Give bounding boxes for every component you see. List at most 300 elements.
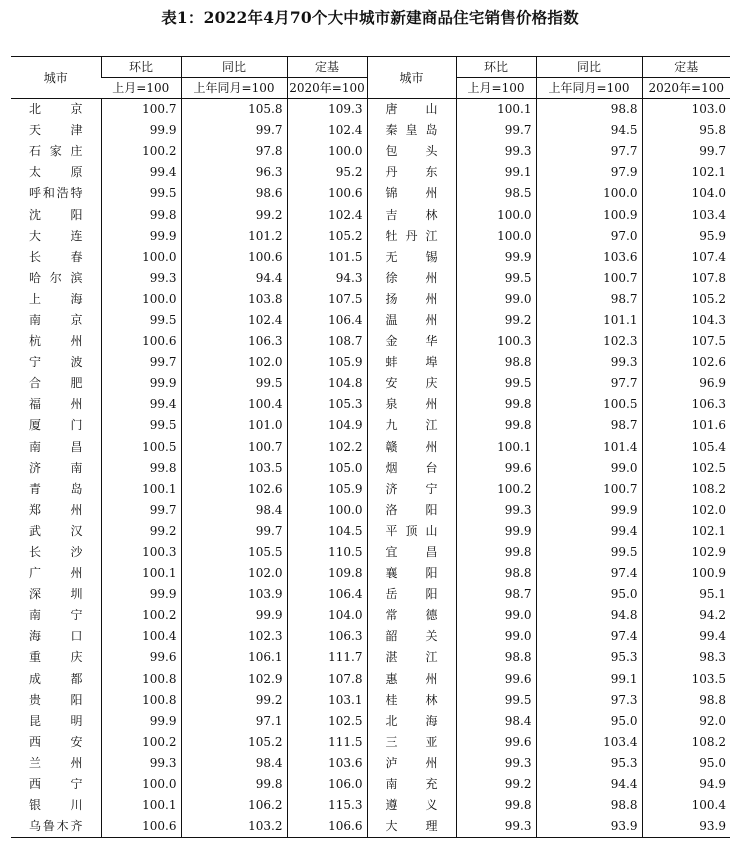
- mom-value-left: 99.4: [101, 162, 181, 183]
- mom-value-left: 100.6: [101, 816, 181, 838]
- fixed-value-left: 102.2: [287, 437, 367, 458]
- yoy-value-right: 103.6: [536, 247, 642, 268]
- mom-value-left: 99.7: [101, 352, 181, 373]
- city-name-left: 南昌: [29, 439, 83, 454]
- city-name-left: 长沙: [29, 545, 83, 560]
- table-row: [11, 437, 730, 458]
- city-name-left: 沈阳: [29, 207, 83, 222]
- mom-value-right: 99.8: [456, 394, 536, 415]
- mom-value-right: 99.5: [456, 690, 536, 711]
- table-row: [11, 415, 730, 436]
- table-row: [11, 373, 730, 394]
- header-fixed-left: 定基: [287, 57, 367, 78]
- fixed-value-left: 106.6: [287, 816, 367, 838]
- mom-value-right: 99.0: [456, 289, 536, 310]
- mom-value-left: 99.3: [101, 268, 181, 289]
- fixed-value-left: 108.7: [287, 331, 367, 352]
- fixed-value-right: 95.1: [642, 584, 730, 605]
- yoy-value-left: 105.8: [181, 99, 287, 121]
- mom-value-right: 100.0: [456, 204, 536, 225]
- city-name-left: 成都: [29, 671, 83, 686]
- mom-value-left: 99.9: [101, 373, 181, 394]
- city-name-left: 济南: [29, 460, 83, 475]
- city-name-right: 桂林: [367, 690, 456, 711]
- yoy-value-right: 94.4: [536, 774, 642, 795]
- mom-value-left: 100.8: [101, 690, 181, 711]
- table-row: [11, 99, 730, 121]
- city-name-left: 长春: [29, 249, 83, 264]
- mom-value-right: 100.0: [456, 226, 536, 247]
- fixed-value-right: 104.3: [642, 310, 730, 331]
- city-name-right: 平顶山: [367, 521, 456, 542]
- fixed-value-left: 102.5: [287, 711, 367, 732]
- city-name-right: 宜昌: [367, 542, 456, 563]
- fixed-value-right: 104.0: [642, 183, 730, 204]
- table-row: [11, 669, 730, 690]
- fixed-value-left: 106.4: [287, 584, 367, 605]
- table-row: [11, 647, 730, 668]
- yoy-value-left: 106.2: [181, 795, 287, 816]
- fixed-value-right: 102.9: [642, 542, 730, 563]
- mom-value-right: 99.5: [456, 373, 536, 394]
- mom-value-right: 99.3: [456, 753, 536, 774]
- fixed-value-right: 105.4: [642, 437, 730, 458]
- yoy-value-left: 101.0: [181, 415, 287, 436]
- yoy-value-right: 93.9: [536, 816, 642, 838]
- fixed-value-left: 102.4: [287, 120, 367, 141]
- yoy-value-left: 103.8: [181, 289, 287, 310]
- table-row: [11, 795, 730, 816]
- yoy-value-left: 99.2: [181, 690, 287, 711]
- fixed-value-left: 105.0: [287, 458, 367, 479]
- fixed-value-right: 103.4: [642, 204, 730, 225]
- header-yoy-right: 同比: [536, 57, 642, 78]
- city-name-right: 包头: [367, 141, 456, 162]
- city-name-right: 泉州: [367, 394, 456, 415]
- price-index-table: [11, 56, 730, 838]
- fixed-value-left: 111.5: [287, 732, 367, 753]
- fixed-value-right: 102.0: [642, 500, 730, 521]
- city-name-left: 哈尔滨: [29, 270, 83, 285]
- mom-value-left: 100.6: [101, 331, 181, 352]
- mom-value-right: 100.1: [456, 99, 536, 121]
- city-name-left: 西安: [29, 734, 83, 749]
- mom-value-left: 100.5: [101, 437, 181, 458]
- mom-value-right: 98.8: [456, 647, 536, 668]
- mom-value-right: 99.6: [456, 732, 536, 753]
- city-name-left: 南京: [29, 312, 83, 327]
- city-name-right: 三亚: [367, 732, 456, 753]
- city-name-right: 济宁: [367, 479, 456, 500]
- city-name-left: 重庆: [29, 650, 83, 665]
- fixed-value-left: 106.3: [287, 626, 367, 647]
- fixed-value-left: 100.0: [287, 141, 367, 162]
- city-name-right: 丹东: [367, 162, 456, 183]
- mom-value-left: 99.5: [101, 415, 181, 436]
- city-name-right: 韶关: [367, 626, 456, 647]
- city-name-left: 兰州: [29, 755, 83, 770]
- fixed-value-right: 102.1: [642, 521, 730, 542]
- city-name-right: 烟台: [367, 458, 456, 479]
- fixed-value-right: 98.8: [642, 690, 730, 711]
- yoy-value-right: 98.8: [536, 795, 642, 816]
- mom-value-right: 99.5: [456, 268, 536, 289]
- mom-value-right: 100.3: [456, 331, 536, 352]
- mom-value-left: 100.2: [101, 605, 181, 626]
- city-name-left: 天津: [29, 123, 83, 138]
- mom-value-left: 100.1: [101, 795, 181, 816]
- mom-value-right: 99.2: [456, 310, 536, 331]
- table-row: [11, 458, 730, 479]
- yoy-value-left: 103.5: [181, 458, 287, 479]
- fixed-value-left: 115.3: [287, 795, 367, 816]
- mom-value-left: 99.7: [101, 500, 181, 521]
- city-name-left: 上海: [29, 291, 83, 306]
- mom-value-left: 100.2: [101, 732, 181, 753]
- city-name-right: 惠州: [367, 669, 456, 690]
- header-mom-base-right: 上月=100: [456, 78, 536, 99]
- mom-value-left: 99.5: [101, 183, 181, 204]
- city-name-right: 吉林: [367, 204, 456, 225]
- yoy-value-left: 102.0: [181, 563, 287, 584]
- city-name-right: 湛江: [367, 647, 456, 668]
- yoy-value-left: 102.6: [181, 479, 287, 500]
- city-name-right: 泸州: [367, 753, 456, 774]
- city-name-right: 赣州: [367, 437, 456, 458]
- fixed-value-right: 93.9: [642, 816, 730, 838]
- mom-value-right: 99.0: [456, 605, 536, 626]
- mom-value-right: 99.8: [456, 542, 536, 563]
- yoy-value-right: 97.9: [536, 162, 642, 183]
- fixed-value-left: 104.0: [287, 605, 367, 626]
- city-name-left: 广州: [29, 566, 83, 581]
- table-row: [11, 626, 730, 647]
- yoy-value-left: 96.3: [181, 162, 287, 183]
- yoy-value-right: 100.7: [536, 479, 642, 500]
- fixed-value-right: 105.2: [642, 289, 730, 310]
- city-name-right: 洛阳: [367, 500, 456, 521]
- fixed-value-left: 104.5: [287, 521, 367, 542]
- fixed-value-right: 107.8: [642, 268, 730, 289]
- fixed-value-left: 105.9: [287, 479, 367, 500]
- table-row: [11, 183, 730, 204]
- city-name-left: 郑州: [29, 502, 83, 517]
- yoy-value-right: 95.0: [536, 711, 642, 732]
- table-row: [11, 120, 730, 141]
- city-name-right: 无锡: [367, 247, 456, 268]
- header-mom-left: 环比: [101, 57, 181, 78]
- yoy-value-left: 97.8: [181, 141, 287, 162]
- yoy-value-right: 94.5: [536, 120, 642, 141]
- fixed-value-right: 101.6: [642, 415, 730, 436]
- city-name-right: 牡丹江: [367, 226, 456, 247]
- fixed-value-left: 105.3: [287, 394, 367, 415]
- mom-value-left: 100.8: [101, 669, 181, 690]
- fixed-value-right: 94.9: [642, 774, 730, 795]
- yoy-value-right: 99.9: [536, 500, 642, 521]
- fixed-value-right: 98.3: [642, 647, 730, 668]
- yoy-value-left: 106.1: [181, 647, 287, 668]
- city-name-left: 合肥: [29, 376, 83, 391]
- city-name-right: 唐山: [367, 99, 456, 121]
- yoy-value-right: 97.7: [536, 141, 642, 162]
- yoy-value-right: 102.3: [536, 331, 642, 352]
- city-name-right: 南充: [367, 774, 456, 795]
- mom-value-right: 98.4: [456, 711, 536, 732]
- yoy-value-right: 103.4: [536, 732, 642, 753]
- yoy-value-left: 100.4: [181, 394, 287, 415]
- yoy-value-left: 100.7: [181, 437, 287, 458]
- yoy-value-right: 101.1: [536, 310, 642, 331]
- yoy-value-left: 106.3: [181, 331, 287, 352]
- city-name-left: 太原: [29, 165, 83, 180]
- fixed-value-right: 107.5: [642, 331, 730, 352]
- yoy-value-left: 98.6: [181, 183, 287, 204]
- mom-value-left: 100.4: [101, 626, 181, 647]
- mom-value-left: 99.8: [101, 204, 181, 225]
- table-row: [11, 711, 730, 732]
- mom-value-right: 98.8: [456, 563, 536, 584]
- mom-value-right: 99.7: [456, 120, 536, 141]
- yoy-value-right: 98.7: [536, 289, 642, 310]
- yoy-value-left: 99.9: [181, 605, 287, 626]
- fixed-value-left: 94.3: [287, 268, 367, 289]
- mom-value-left: 100.1: [101, 563, 181, 584]
- fixed-value-left: 106.0: [287, 774, 367, 795]
- header-yoy-base-right: 上年同月=100: [536, 78, 642, 99]
- yoy-value-right: 95.0: [536, 584, 642, 605]
- city-name-left: 宁波: [29, 355, 83, 370]
- mom-value-left: 99.9: [101, 226, 181, 247]
- mom-value-right: 99.3: [456, 816, 536, 838]
- mom-value-right: 99.8: [456, 415, 536, 436]
- mom-value-left: 99.9: [101, 120, 181, 141]
- table-row: [11, 247, 730, 268]
- city-name-right: 金华: [367, 331, 456, 352]
- mom-value-right: 98.7: [456, 584, 536, 605]
- mom-value-left: 99.4: [101, 394, 181, 415]
- header-fixed-base-right: 2020年=100: [642, 78, 730, 99]
- yoy-value-left: 98.4: [181, 500, 287, 521]
- city-name-left: 厦门: [29, 418, 83, 433]
- city-name-right: 襄阳: [367, 563, 456, 584]
- yoy-value-right: 99.3: [536, 352, 642, 373]
- mom-value-right: 98.8: [456, 352, 536, 373]
- header-mom-right: 环比: [456, 57, 536, 78]
- mom-value-right: 99.6: [456, 458, 536, 479]
- header-fixed-right: 定基: [642, 57, 730, 78]
- fixed-value-right: 100.4: [642, 795, 730, 816]
- city-name-right: 常德: [367, 605, 456, 626]
- table-row: [11, 732, 730, 753]
- yoy-value-right: 97.4: [536, 626, 642, 647]
- table-body: [11, 99, 730, 838]
- yoy-value-right: 98.7: [536, 415, 642, 436]
- city-name-right: 蚌埠: [367, 352, 456, 373]
- table-row: [11, 268, 730, 289]
- mom-value-right: 99.3: [456, 141, 536, 162]
- table-row: [11, 500, 730, 521]
- city-name-left: 深圳: [29, 587, 83, 602]
- city-name-left: 大连: [29, 228, 83, 243]
- city-name-left: 北京: [29, 102, 83, 117]
- fixed-value-left: 100.0: [287, 500, 367, 521]
- yoy-value-left: 100.6: [181, 247, 287, 268]
- mom-value-left: 99.5: [101, 310, 181, 331]
- city-name-left: 福州: [29, 397, 83, 412]
- fixed-value-left: 103.1: [287, 690, 367, 711]
- fixed-value-right: 102.5: [642, 458, 730, 479]
- city-name-left: 银川: [29, 798, 83, 813]
- yoy-value-right: 97.0: [536, 226, 642, 247]
- fixed-value-left: 106.4: [287, 310, 367, 331]
- fixed-value-left: 107.8: [287, 669, 367, 690]
- city-name-right: 九江: [367, 415, 456, 436]
- city-name-left: 海口: [29, 629, 83, 644]
- table-row: [11, 521, 730, 542]
- city-name-left: 青岛: [29, 481, 83, 496]
- city-name-right: 北海: [367, 711, 456, 732]
- city-name-left: 南宁: [29, 608, 83, 623]
- table-row: [11, 162, 730, 183]
- yoy-value-right: 99.0: [536, 458, 642, 479]
- yoy-value-left: 103.9: [181, 584, 287, 605]
- fixed-value-left: 103.6: [287, 753, 367, 774]
- yoy-value-right: 99.1: [536, 669, 642, 690]
- city-name-right: 秦皇岛: [367, 120, 456, 141]
- city-name-right: 岳阳: [367, 584, 456, 605]
- table-row: [11, 816, 730, 838]
- mom-value-left: 99.9: [101, 584, 181, 605]
- fixed-value-right: 95.8: [642, 120, 730, 141]
- table-row: [11, 690, 730, 711]
- table-row: [11, 289, 730, 310]
- city-name-left: 杭州: [29, 334, 83, 349]
- fixed-value-right: 95.0: [642, 753, 730, 774]
- table-row: [11, 605, 730, 626]
- fixed-value-right: 94.2: [642, 605, 730, 626]
- mom-value-right: 99.0: [456, 626, 536, 647]
- mom-value-left: 99.3: [101, 753, 181, 774]
- table-row: [11, 774, 730, 795]
- yoy-value-right: 100.7: [536, 268, 642, 289]
- city-name-left: 武汉: [29, 523, 83, 538]
- yoy-value-right: 98.8: [536, 99, 642, 121]
- fixed-value-left: 95.2: [287, 162, 367, 183]
- mom-value-right: 99.6: [456, 669, 536, 690]
- city-name-left: 呼和浩特: [29, 186, 83, 201]
- yoy-value-left: 105.2: [181, 732, 287, 753]
- fixed-value-left: 109.3: [287, 99, 367, 121]
- fixed-value-right: 92.0: [642, 711, 730, 732]
- mom-value-right: 99.9: [456, 247, 536, 268]
- page-title: 表1：2022年4月70个大中城市新建商品住宅销售价格指数: [161, 8, 579, 27]
- yoy-value-left: 99.8: [181, 774, 287, 795]
- yoy-value-right: 99.5: [536, 542, 642, 563]
- table-row: [11, 141, 730, 162]
- mom-value-left: 99.9: [101, 711, 181, 732]
- yoy-value-left: 98.4: [181, 753, 287, 774]
- fixed-value-left: 110.5: [287, 542, 367, 563]
- yoy-value-left: 99.2: [181, 204, 287, 225]
- city-name-right: 大理: [367, 816, 456, 838]
- yoy-value-left: 103.2: [181, 816, 287, 838]
- table-row: [11, 204, 730, 225]
- fixed-value-left: 100.6: [287, 183, 367, 204]
- fixed-value-left: 104.8: [287, 373, 367, 394]
- mom-value-left: 99.8: [101, 458, 181, 479]
- header-fixed-base-left: 2020年=100: [287, 78, 367, 99]
- mom-value-left: 100.3: [101, 542, 181, 563]
- city-name-left: 昆明: [29, 713, 83, 728]
- yoy-value-left: 99.7: [181, 120, 287, 141]
- city-name-left: 贵阳: [29, 692, 83, 707]
- mom-value-right: 99.2: [456, 774, 536, 795]
- city-name-right: 安庆: [367, 373, 456, 394]
- mom-value-left: 100.2: [101, 141, 181, 162]
- yoy-value-left: 102.9: [181, 669, 287, 690]
- fixed-value-left: 104.9: [287, 415, 367, 436]
- yoy-value-right: 97.4: [536, 563, 642, 584]
- fixed-value-left: 102.4: [287, 204, 367, 225]
- table-row: [11, 331, 730, 352]
- city-name-right: 锦州: [367, 183, 456, 204]
- yoy-value-right: 99.4: [536, 521, 642, 542]
- table-row: [11, 226, 730, 247]
- yoy-value-left: 99.5: [181, 373, 287, 394]
- yoy-value-left: 101.2: [181, 226, 287, 247]
- fixed-value-right: 96.9: [642, 373, 730, 394]
- fixed-value-right: 103.0: [642, 99, 730, 121]
- yoy-value-left: 102.3: [181, 626, 287, 647]
- table-row: [11, 352, 730, 373]
- yoy-value-right: 94.8: [536, 605, 642, 626]
- fixed-value-left: 101.5: [287, 247, 367, 268]
- fixed-value-right: 108.2: [642, 479, 730, 500]
- fixed-value-left: 107.5: [287, 289, 367, 310]
- city-name-right: 温州: [367, 310, 456, 331]
- fixed-value-right: 106.3: [642, 394, 730, 415]
- header-yoy-left: 同比: [181, 57, 287, 78]
- yoy-value-left: 102.4: [181, 310, 287, 331]
- fixed-value-right: 95.9: [642, 226, 730, 247]
- table-row: [11, 584, 730, 605]
- city-name-left: 乌鲁木齐: [29, 819, 83, 834]
- fixed-value-right: 108.2: [642, 732, 730, 753]
- yoy-value-right: 97.3: [536, 690, 642, 711]
- fixed-value-left: 105.9: [287, 352, 367, 373]
- mom-value-left: 100.0: [101, 289, 181, 310]
- yoy-value-left: 105.5: [181, 542, 287, 563]
- mom-value-right: 98.5: [456, 183, 536, 204]
- mom-value-right: 99.3: [456, 500, 536, 521]
- yoy-value-right: 101.4: [536, 437, 642, 458]
- fixed-value-right: 99.4: [642, 626, 730, 647]
- header-yoy-base-left: 上年同月=100: [181, 78, 287, 99]
- mom-value-right: 99.1: [456, 162, 536, 183]
- mom-value-left: 100.0: [101, 774, 181, 795]
- yoy-value-right: 95.3: [536, 753, 642, 774]
- mom-value-left: 100.1: [101, 479, 181, 500]
- table-row: [11, 394, 730, 415]
- table-row: [11, 563, 730, 584]
- yoy-value-right: 100.9: [536, 204, 642, 225]
- yoy-value-right: 95.3: [536, 647, 642, 668]
- yoy-value-right: 97.7: [536, 373, 642, 394]
- yoy-value-left: 99.7: [181, 521, 287, 542]
- city-name-right: 遵义: [367, 795, 456, 816]
- yoy-value-right: 100.0: [536, 183, 642, 204]
